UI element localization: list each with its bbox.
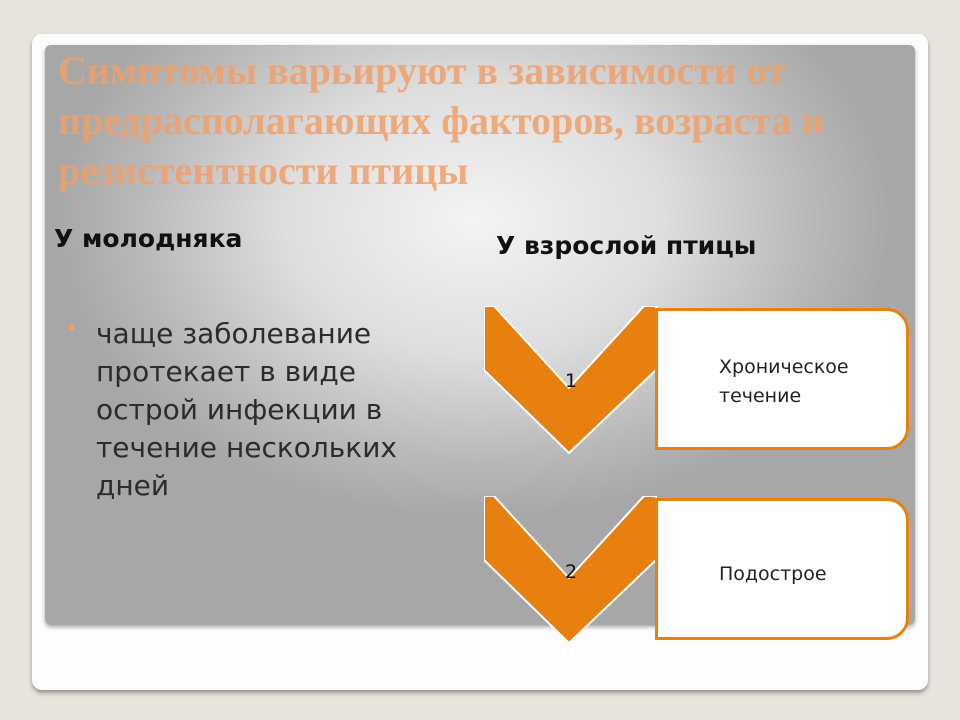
bullet-dot-icon: • xyxy=(68,315,76,340)
step-2-number: 2 xyxy=(564,561,578,583)
step-1-number: 1 xyxy=(564,370,578,392)
right-column-heading: У взрослой птицы xyxy=(496,231,757,260)
step-2-box xyxy=(655,498,909,640)
bullet-text: чаще заболевание протекает в виде острой инфекции в течение нескольких дней xyxy=(96,317,397,502)
step-1-label: Хроническое течение xyxy=(719,356,849,407)
step-1-box xyxy=(655,308,909,450)
left-column-heading: У молодняка xyxy=(54,224,243,253)
slide-title: Симптомы варьируют в зависимости от предрасполагающих факторов, возраста и резистентности птицы xyxy=(58,48,825,193)
step-2-label: Подострое xyxy=(719,563,827,585)
